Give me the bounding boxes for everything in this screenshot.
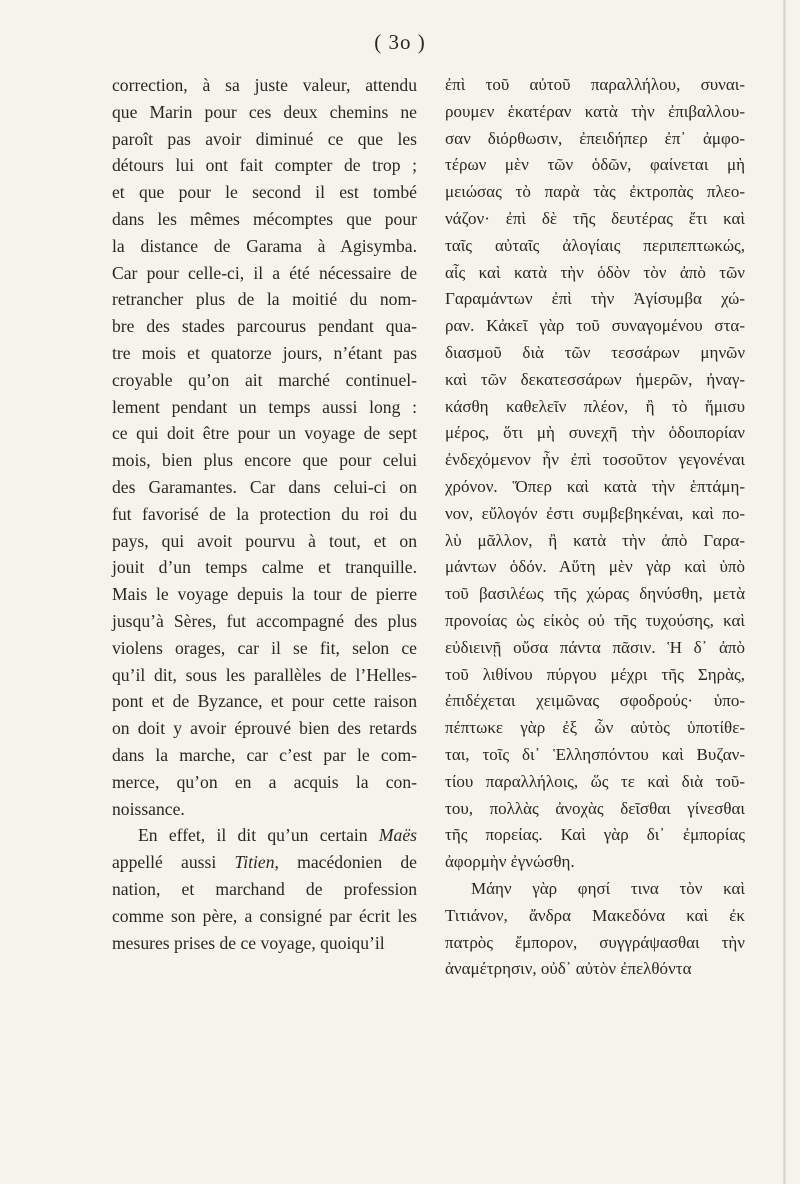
line-text: comme son père, a consigné par écrit les	[112, 905, 417, 926]
line-text: lement pendant un temps aussi long :	[112, 396, 417, 417]
proper-name: Maës	[378, 825, 417, 846]
greek-text-line: ἀναμέτρησιν, οὐδ᾽ αὐτὸν ἐπελθόντα	[445, 959, 692, 979]
french-text-line	[112, 796, 417, 823]
line-text: En effet, il dit qu’un certain	[138, 825, 379, 846]
greek-text-line: πατρὸς ἔμπορον, συγγράψασθαι τὴν	[445, 932, 745, 952]
line-text: et que pour le second il est tombé	[112, 182, 417, 203]
french-text-line	[112, 554, 417, 581]
french-text-line	[112, 474, 417, 501]
greek-text-line: τοῦ λιθίνου πύργου μέχρι τῆς Σηρὰς,	[445, 664, 745, 684]
french-text-line	[112, 930, 417, 957]
french-text-line	[112, 528, 417, 555]
french-text-line	[112, 260, 417, 287]
line-text: croyable qu’on ait marché continuel-	[112, 369, 417, 390]
greek-text-line: μειώσας τὸ παρὰ τὰς ἐκτροπὰς πλεο-	[445, 182, 745, 202]
french-text-line	[112, 635, 417, 662]
french-text-line	[112, 742, 417, 769]
french-text-line	[112, 152, 417, 179]
greek-text-line: Τιτιάνον, ἄνδρα Μακεδόνα καὶ ἐκ	[445, 905, 745, 925]
greek-text-line: μέρος, ὅτι μὴ συνεχῆ τὴν ὁδοιπορίαν	[445, 423, 745, 443]
french-text-line	[112, 206, 417, 233]
greek-text-line: προνοίας ὡς εἰκὸς οὐ τῆς τυχούσης, καὶ	[445, 610, 745, 630]
greek-text-line: διασμοῦ διὰ τῶν τεσσάρων μηνῶν	[445, 342, 745, 362]
line-text: ce qui doit être pour un voyage de sept	[112, 423, 417, 444]
greek-text-line: ἐνδεχόμενον ἦν ἐπὶ τοσοῦτον γεγονέναι	[445, 450, 745, 470]
page-fold-shadow	[783, 0, 786, 1184]
french-text-line	[112, 501, 417, 528]
line-text: tre mois et quatorze jours, n’étant pas	[112, 342, 417, 363]
line-text: appellé aussi	[112, 852, 235, 873]
greek-text-line: τίου παραλλήλοις, ὥς τε καὶ διὰ τοῦ-	[445, 771, 745, 791]
french-text-line	[112, 849, 417, 876]
line-text: , macédonien de	[274, 852, 417, 873]
line-text: qu’il dit, sous les parallèles de l’Helles-	[112, 664, 417, 685]
greek-text-line: Μάην γὰρ φησί τινα τὸν καὶ	[471, 878, 745, 898]
greek-text-line: τέρων μὲν τῶν ὁδῶν, φαίνεται μὴ	[445, 155, 745, 175]
line-text: que Marin pour ces deux chemins ne	[112, 101, 417, 122]
line-text: détours lui ont fait compter de trop ;	[112, 155, 417, 176]
proper-name: Titien	[234, 852, 275, 873]
greek-text-line: χρόνον. Ὅπερ καὶ κατὰ τὴν ἑπτάμη-	[445, 476, 745, 496]
greek-text-line: καὶ τῶν δεκατεσσάρων ἡμερῶν, ἠναγ-	[445, 369, 745, 389]
greek-text-line: ἐπιδέχεται χειμῶνας σφοδρούς· ὑπο-	[445, 691, 745, 711]
greek-text-line: τῆς πορείας. Καὶ γὰρ δι᾽ ἐμπορίας	[445, 825, 745, 845]
french-text-line	[112, 662, 417, 689]
greek-text-line: σαν διόρθωσιν, ἐπειδήπερ ἐπ᾽ ἀμφο-	[445, 128, 745, 148]
greek-text-line: ρουμεν ἑκατέραν κατὰ τὴν ἐπιβαλλου-	[445, 101, 745, 121]
french-text-line	[112, 394, 417, 421]
line-text: mesures prises de ce voyage, quoiqu’il	[112, 932, 385, 953]
line-text: pont et de Byzance, et pour cette raison	[112, 691, 417, 712]
line-text: bre des stades parcourus pendant qua-	[112, 316, 417, 337]
line-text: fut favorisé de la protection du roi du	[112, 503, 417, 524]
french-text-column	[112, 72, 417, 956]
line-text: dans la marche, car c’est par le com-	[112, 744, 417, 765]
french-text-line	[112, 340, 417, 367]
french-text-line	[112, 313, 417, 340]
french-text-line	[112, 769, 417, 796]
line-text: on doit y avoir éprouvé bien des retards	[112, 718, 417, 739]
line-text: dans les mêmes mécomptes que pour	[112, 208, 417, 229]
line-text: pays, qui avoit pourvu à tout, et on	[112, 530, 417, 551]
line-text: correction, à sa juste valeur, attendu	[112, 75, 417, 95]
french-text-line	[112, 179, 417, 206]
french-text-line	[112, 581, 417, 608]
greek-text-line: Γαραμάντων ἐπὶ τὴν Ἀγίσυμβα χώ-	[445, 289, 745, 309]
greek-text-line: μάντων ὁδόν. Αὕτη μὲν γὰρ καὶ ὑπὸ	[445, 557, 745, 577]
french-text-line	[112, 903, 417, 930]
line-text: merce, qu’on en a acquis la con-	[112, 771, 417, 792]
french-text-line	[112, 72, 417, 99]
french-text-line	[112, 420, 417, 447]
french-text-line	[112, 822, 417, 849]
line-text: violens orages, car il se fit, selon ce	[112, 637, 417, 658]
greek-text-line: τοῦ βασιλέως τῆς χώρας δηνύσθη, μετὰ	[445, 584, 745, 604]
line-text: nation, et marchand de profession	[112, 878, 417, 899]
greek-text-line: του, πολλὰς ἀνοχὰς δεῖσθαι γίνεσθαι	[445, 798, 745, 818]
line-text: Car pour celle-ci, il a été nécessaire de	[112, 262, 417, 283]
french-text-line	[112, 367, 417, 394]
line-text: des Garamantes. Car dans celui-ci on	[112, 476, 417, 497]
greek-text-line: ἐπὶ τοῦ αὐτοῦ παραλλήλου, συναι-	[445, 75, 745, 94]
line-text: Mais le voyage depuis la tour de pierre	[112, 584, 417, 605]
greek-text-line: ταῖς αὐταῖς ἀλογίαις περιπεπτωκώς,	[445, 235, 745, 255]
french-text-line	[112, 715, 417, 742]
line-text: noissance.	[112, 798, 185, 819]
greek-text-line: πέπτωκε γὰρ ἐξ ὧν αὐτὸς ὑποτίθε-	[445, 718, 745, 738]
french-text-line	[112, 447, 417, 474]
line-text: jouit d’un temps calme et tranquille.	[112, 557, 417, 578]
line-text: jusqu’à Sères, fut accompagné des plus	[112, 610, 417, 631]
greek-text-line: κάσθη καθελεῖν πλέον, ἢ τὸ ἥμισυ	[445, 396, 745, 416]
greek-text-line: λὺ μᾶλλον, ἢ κατὰ τὴν ἀπὸ Γαρα-	[445, 530, 745, 550]
greek-text-column	[445, 72, 745, 983]
french-text-line	[112, 688, 417, 715]
line-text: retrancher plus de la moitié du nom-	[112, 289, 417, 310]
french-text-line	[112, 286, 417, 313]
french-text-line	[112, 608, 417, 635]
greek-text-line: ραν. Κἀκεῖ γὰρ τοῦ συναγομένου στα-	[445, 316, 745, 336]
greek-text-line: νον, εὔλογόν ἐστι συμβεβηκέναι, καὶ πο-	[445, 503, 745, 523]
french-text-line	[112, 233, 417, 260]
greek-text-line: εὐδιεινῇ οὔσα πάντα πᾶσιν. Ἡ δ᾽ ἀπὸ	[445, 637, 745, 657]
greek-text-line: ἀφορμὴν ἐγνώσθη.	[445, 852, 575, 872]
french-text-line	[112, 876, 417, 903]
french-text-line	[112, 126, 417, 153]
greek-text-line: αἷς καὶ κατὰ τὴν ὁδὸν τὸν ἀπὸ τῶν	[445, 262, 745, 282]
greek-text-line: νάζον· ἐπὶ δὲ τῆς δευτέρας ἔτι καὶ	[445, 208, 745, 228]
line-text: mois, bien plus encore que pour celui	[112, 450, 417, 471]
greek-text-line: ται, τοῖς δι᾽ Ἑλλησπόντου καὶ Βυζαν-	[445, 744, 745, 764]
line-text: paroît pas avoir diminué ce que les	[112, 128, 417, 149]
french-text-line	[112, 99, 417, 126]
page-number: ( 3o )	[374, 30, 426, 54]
line-text: la distance de Garama à Agisymba.	[112, 235, 417, 256]
